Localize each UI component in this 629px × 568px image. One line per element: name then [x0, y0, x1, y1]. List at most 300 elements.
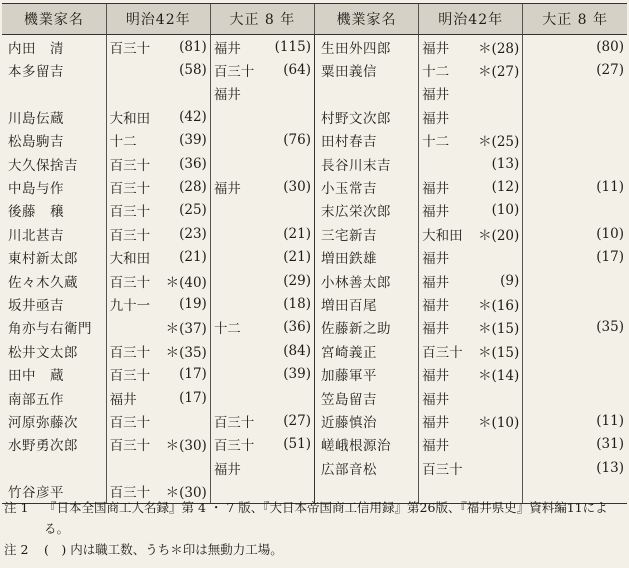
table-row [2, 82, 627, 105]
cell-meiji-left-content [110, 294, 207, 314]
cell-meiji-left-content [110, 200, 207, 220]
cell-meiji-right [419, 269, 523, 292]
cell-taisho-left-workers: (64) [283, 62, 311, 79]
cell-meiji-left-prefecture: 百三十 [109, 438, 151, 455]
cell-taisho-right-content [526, 179, 624, 195]
table-row [2, 269, 627, 292]
cell-name-left: 角亦与右衛門 [8, 321, 92, 338]
cell-taisho-left [210, 292, 314, 315]
cell-meiji-right-content [422, 130, 519, 150]
cell-taisho-right [523, 246, 627, 269]
cell-meiji-right [419, 82, 523, 105]
table-body [2, 35, 627, 504]
cell-meiji-left [106, 199, 210, 222]
table-row [2, 129, 627, 152]
cell-meiji-right-workers: (9) [500, 272, 520, 289]
cell-meiji-right-content [422, 83, 519, 103]
cell-name-right: 近藤慎治 [314, 409, 418, 432]
cell-taisho-right [523, 456, 627, 479]
cell-meiji-left [106, 386, 210, 409]
cell-name-left [2, 456, 106, 479]
cell-name-right: 生田外四郎 [314, 35, 418, 59]
table-row [2, 152, 627, 175]
cell-meiji-right-prefecture: 福井 [422, 40, 450, 57]
cell-meiji-left-workers: (21) [179, 249, 207, 266]
cell-meiji-left-workers: ＊(30) [165, 485, 207, 502]
cell-meiji-left [106, 175, 210, 198]
cell-taisho-right-content [526, 460, 624, 476]
cell-taisho-left [210, 456, 314, 479]
note-2 [2, 539, 624, 560]
cell-name-left: 内田 清 [8, 40, 64, 57]
cell-meiji-right-content [422, 107, 519, 127]
cell-name-left: 東村新太郎 [8, 251, 78, 268]
cell-name-left: 松井文太郎 [8, 344, 78, 361]
cell-taisho-right [523, 269, 627, 292]
cell-meiji-left-content [110, 154, 207, 174]
cell-taisho-left-prefecture: 福井 [213, 87, 241, 104]
cell-meiji-left-workers: (19) [179, 295, 207, 312]
cell-meiji-right-prefecture: 百三十 [422, 461, 463, 478]
cell-taisho-left-prefecture: 福井 [213, 40, 241, 57]
cell-meiji-right-workers: (10) [491, 202, 520, 219]
cell-taisho-left-content [214, 411, 311, 431]
cell-taisho-right [523, 199, 627, 222]
cell-name-right: 広部音松 [314, 456, 418, 479]
cell-taisho-right-workers: (17) [596, 249, 624, 266]
cell-meiji-right-prefecture: 十二 [422, 64, 450, 81]
cell-meiji-right [419, 35, 523, 59]
cell-taisho-right [523, 339, 627, 362]
cell-meiji-right-prefecture: 福井 [422, 251, 450, 268]
cell-meiji-left-prefecture: 九十一 [109, 297, 151, 314]
cell-taisho-right-workers: (31) [596, 436, 624, 453]
cell-name-left: 川島伝蔵 [8, 110, 64, 127]
cell-taisho-right [523, 175, 627, 198]
cell-meiji-right [419, 105, 523, 128]
cell-meiji-right [419, 129, 523, 152]
cell-meiji-left-workers: ＊(37) [165, 321, 207, 338]
cell-taisho-left-content [214, 434, 311, 454]
cell-name-right: 増田鉄雄 [314, 246, 418, 269]
cell-taisho-right [523, 222, 627, 245]
cell-meiji-right-workers: ＊(16) [478, 297, 520, 314]
cell-meiji-left-content [110, 411, 207, 431]
cell-meiji-right [419, 222, 523, 245]
cell-meiji-left [106, 433, 210, 456]
cell-meiji-right-content [422, 156, 519, 172]
cell-meiji-right [419, 339, 523, 362]
cell-meiji-right-prefecture: 福井 [422, 274, 450, 291]
cell-taisho-left [210, 409, 314, 432]
cell-taisho-left-content [214, 458, 311, 478]
note-2-label: 注 2 [4, 542, 29, 557]
cell-taisho-left-workers: (76) [283, 132, 311, 149]
cell-taisho-left-workers: (21) [283, 225, 311, 242]
cell-taisho-right [523, 292, 627, 315]
note-1 [2, 497, 624, 539]
cell-name-left: 田中 蔵 [8, 368, 64, 385]
header-meiji-right: 明治42年 [419, 4, 523, 35]
cell-meiji-right-prefecture: 福井 [422, 368, 450, 385]
note-1-label: 注 1 [4, 500, 29, 515]
cell-meiji-right [419, 152, 523, 175]
cell-name-left [2, 82, 106, 105]
header-name-right: 機業家名 [314, 4, 418, 35]
cell-meiji-left-prefecture: 百三十 [109, 368, 151, 385]
cell-meiji-left-workers: (25) [179, 202, 207, 219]
cell-meiji-right [419, 246, 523, 269]
cell-meiji-right-prefecture: 福井 [422, 181, 450, 198]
cell-meiji-left-content [110, 364, 207, 384]
cell-meiji-right-content [422, 458, 519, 478]
cell-name-right: 宮崎義正 [314, 339, 418, 362]
cell-taisho-right [523, 433, 627, 456]
cell-taisho-left-content [214, 296, 311, 312]
cell-meiji-left-prefecture: 百三十 [109, 181, 151, 198]
cell-meiji-right-content [422, 271, 519, 291]
cell-meiji-right-workers: ＊(20) [478, 227, 520, 244]
cell-meiji-left [106, 58, 210, 81]
cell-meiji-right [419, 58, 523, 81]
cell-meiji-right-prefecture: 大和田 [422, 227, 463, 244]
cell-name-left: 水野勇次郎 [8, 438, 78, 455]
table-row [2, 175, 627, 198]
header-taisho-left: 大正 8 年 [210, 4, 314, 35]
cell-meiji-left-prefecture: 百三十 [109, 485, 151, 502]
cell-taisho-left-content [214, 37, 311, 57]
cell-taisho-left [210, 316, 314, 339]
cell-taisho-right-content [526, 249, 624, 265]
cell-meiji-left-prefecture: 百三十 [109, 40, 151, 57]
cell-meiji-right-prefecture: 福井 [422, 87, 450, 104]
cell-name-left: 南部五作 [8, 391, 64, 408]
cell-meiji-right-content [422, 224, 519, 244]
cell-taisho-right-workers: (80) [596, 38, 624, 55]
cell-meiji-left [106, 222, 210, 245]
cell-meiji-left-content [110, 224, 207, 244]
cell-meiji-right-content [422, 37, 519, 57]
cell-meiji-right-workers: ＊(27) [478, 64, 520, 81]
cell-meiji-right-content [422, 177, 519, 197]
cell-taisho-right-workers: (10) [596, 225, 624, 242]
cell-meiji-right-workers: ＊(25) [478, 134, 520, 151]
cell-meiji-right [419, 199, 523, 222]
table-row [2, 456, 627, 479]
cell-taisho-left-content [214, 317, 311, 337]
cell-meiji-left-workers: (42) [179, 108, 207, 125]
cell-name-left: 松島駒吉 [8, 134, 64, 151]
note-2-text: ( ) 内は職工数、うち＊印は無動力工場。 [44, 542, 283, 557]
cell-meiji-right-content [422, 60, 519, 80]
cell-meiji-right-workers: ＊(28) [478, 40, 520, 57]
cell-taisho-left-workers: (84) [283, 342, 311, 359]
cell-name-right: 村野文次郎 [314, 105, 418, 128]
cell-meiji-right-prefecture: 福井 [422, 110, 450, 127]
cell-meiji-left-workers: (28) [179, 179, 207, 196]
cell-taisho-right [523, 409, 627, 432]
cell-taisho-right-content [526, 226, 624, 242]
cell-taisho-left-prefecture: 福井 [213, 181, 241, 198]
cell-meiji-left-prefecture: 十二 [109, 134, 137, 151]
cell-taisho-right [523, 362, 627, 385]
cell-meiji-left-prefecture: 大和田 [109, 110, 151, 127]
cell-meiji-left [106, 246, 210, 269]
cell-name-left: 坂井亟吉 [8, 297, 64, 314]
cell-taisho-right-workers: (11) [596, 179, 624, 196]
cell-taisho-left-content [214, 343, 311, 359]
cell-meiji-left [106, 362, 210, 385]
cell-meiji-right-workers: ＊(14) [478, 368, 520, 385]
cell-taisho-left-prefecture: 百三十 [213, 64, 255, 81]
cell-taisho-right [523, 129, 627, 152]
cell-meiji-left-content [110, 130, 207, 150]
cell-meiji-right-workers: (12) [491, 179, 520, 196]
cell-taisho-left [210, 58, 314, 81]
cell-name-right: 小林善太郎 [314, 269, 418, 292]
cell-taisho-left [210, 175, 314, 198]
cell-meiji-left-content [110, 62, 207, 78]
cell-meiji-right-prefecture: 福井 [422, 321, 450, 338]
cell-meiji-right [419, 175, 523, 198]
cell-meiji-right [419, 386, 523, 409]
cell-taisho-left-prefecture: 福井 [213, 461, 241, 478]
table-row [2, 362, 627, 385]
cell-taisho-left [210, 433, 314, 456]
cell-meiji-right-content [422, 294, 519, 314]
cell-meiji-right-content [422, 388, 519, 408]
cell-taisho-left-workers: (115) [274, 38, 311, 55]
cell-name-left: 大久保捨吉 [8, 157, 78, 174]
cell-meiji-left [106, 129, 210, 152]
cell-meiji-left-workers: ＊(30) [165, 438, 207, 455]
cell-meiji-right-content [422, 341, 519, 361]
cell-taisho-left-prefecture: 百三十 [213, 414, 255, 431]
cell-meiji-right-prefecture: 十二 [422, 134, 450, 151]
cell-taisho-left [210, 152, 314, 175]
cell-taisho-left-content [214, 366, 311, 382]
cell-meiji-left-prefecture: 百三十 [109, 344, 151, 361]
cell-meiji-right [419, 362, 523, 385]
cell-taisho-right-content [526, 39, 624, 55]
cell-meiji-right-prefecture: 福井 [422, 297, 450, 314]
table-header-row [2, 4, 627, 35]
cell-name-left: 竹谷彦平 [2, 479, 106, 503]
cell-meiji-right-content [422, 247, 519, 267]
cell-meiji-left [106, 269, 210, 292]
cell-taisho-right [523, 152, 627, 175]
cell-meiji-left-content [110, 247, 207, 267]
cell-taisho-right-content [526, 319, 624, 335]
cell-meiji-left-prefecture: 百三十 [109, 227, 151, 244]
cell-meiji-left-workers: (39) [179, 132, 207, 149]
cell-taisho-left-workers: (27) [283, 412, 311, 429]
cell-meiji-right-workers: (13) [491, 155, 520, 172]
cell-meiji-right-workers: ＊(15) [478, 344, 520, 361]
cell-taisho-left-workers: (30) [283, 179, 311, 196]
cell-taisho-left-content [214, 273, 311, 289]
cell-meiji-right [419, 456, 523, 479]
cell-meiji-right-content [422, 364, 519, 384]
cell-taisho-left-content [214, 226, 311, 242]
cell-taisho-right-workers: (11) [596, 412, 624, 429]
table-row [2, 292, 627, 315]
cell-meiji-left [106, 292, 210, 315]
cell-meiji-left [106, 82, 210, 105]
cell-taisho-left [210, 35, 314, 59]
cell-taisho-right-workers: (13) [596, 459, 624, 476]
cell-taisho-right [523, 105, 627, 128]
cell-name-left: 後藤 穣 [8, 204, 64, 221]
cell-name-right: 小玉常吉 [314, 175, 418, 198]
cell-name-left: 河原弥藤次 [8, 414, 78, 431]
cell-meiji-right-prefecture: 福井 [422, 438, 450, 455]
cell-taisho-left-content [214, 60, 311, 80]
cell-taisho-left [210, 246, 314, 269]
cell-meiji-left-prefecture: 大和田 [109, 251, 151, 268]
cell-taisho-left [210, 129, 314, 152]
table-row [2, 316, 627, 339]
cell-taisho-left [210, 362, 314, 385]
cell-taisho-left [210, 199, 314, 222]
cell-meiji-right-prefecture: 福井 [422, 204, 450, 221]
cell-taisho-right-content [526, 62, 624, 78]
cell-meiji-left-workers: ＊(35) [165, 344, 207, 361]
cell-meiji-left-content [110, 434, 207, 454]
cell-meiji-left-prefecture: 百三十 [109, 414, 151, 431]
table-row [2, 246, 627, 269]
header-name-left: 機業家名 [2, 4, 106, 35]
cell-taisho-left-workers: (21) [283, 249, 311, 266]
cell-taisho-right [523, 58, 627, 81]
note-1-text: 『日本全国商工人名録』第 4 ・ 7 版、『大日本帝国商工信用録』第26版、『福井県史』資料編11による。 [44, 500, 608, 536]
cell-name-right: 佐藤新之助 [314, 316, 418, 339]
cell-name-left: 中島与作 [8, 181, 64, 198]
cell-meiji-left [106, 316, 210, 339]
cell-taisho-left [210, 105, 314, 128]
cell-meiji-left-workers: (17) [179, 366, 207, 383]
cell-name-right: 長谷川末吉 [314, 152, 418, 175]
cell-meiji-left [106, 409, 210, 432]
cell-meiji-left-workers: (58) [179, 62, 207, 79]
cell-taisho-left [210, 222, 314, 245]
cell-meiji-right-content [422, 200, 519, 220]
cell-taisho-right-content [526, 413, 624, 429]
cell-name-right: 嵯峨根源治 [314, 433, 418, 456]
cell-name-right: 田村春吉 [314, 129, 418, 152]
table-row [2, 386, 627, 409]
factory-table-container [2, 3, 627, 504]
cell-taisho-right [523, 82, 627, 105]
cell-meiji-left-workers: (81) [179, 38, 207, 55]
cell-name-right: 末広栄次郎 [314, 199, 418, 222]
cell-taisho-left-workers: (18) [283, 295, 311, 312]
cell-name-left: 本多留吉 [8, 64, 64, 81]
cell-taisho-right-content [526, 436, 624, 452]
cell-taisho-right [523, 316, 627, 339]
cell-name-right: 粟田義信 [314, 58, 418, 81]
cell-meiji-left [106, 152, 210, 175]
cell-meiji-right-content [422, 434, 519, 454]
cell-taisho-right [523, 386, 627, 409]
cell-meiji-right-prefecture: 福井 [422, 391, 450, 408]
cell-taisho-left [210, 269, 314, 292]
cell-meiji-right [419, 433, 523, 456]
cell-meiji-right [419, 316, 523, 339]
table-row [2, 105, 627, 128]
cell-taisho-left-content [214, 83, 311, 103]
cell-name-right: 三宅新吉 [314, 222, 418, 245]
cell-taisho-left [210, 386, 314, 409]
cell-taisho-left-workers: (51) [283, 436, 311, 453]
cell-meiji-right-workers: ＊(15) [478, 321, 520, 338]
table-row [2, 339, 627, 362]
cell-taisho-left-content [214, 249, 311, 265]
table-row [2, 433, 627, 456]
cell-taisho-left-content [214, 132, 311, 148]
cell-meiji-right [419, 409, 523, 432]
cell-name-left: 佐々木久蔵 [8, 274, 78, 291]
cell-taisho-left-content [214, 177, 311, 197]
cell-taisho-right-workers: (27) [596, 62, 624, 79]
cell-name-left: 川北甚吉 [8, 227, 64, 244]
cell-taisho-left-workers: (36) [283, 319, 311, 336]
cell-meiji-right [419, 292, 523, 315]
cell-name-right [314, 82, 418, 105]
cell-meiji-right-content [422, 411, 519, 431]
cell-meiji-right-prefecture: 福井 [422, 414, 450, 431]
header-meiji-left: 明治42年 [106, 4, 210, 35]
cell-meiji-left-workers: ＊(40) [165, 274, 207, 291]
cell-taisho-right-workers: (35) [596, 319, 624, 336]
cell-taisho-left-prefecture: 百三十 [213, 438, 255, 455]
cell-meiji-left-workers: (36) [179, 155, 207, 172]
table-row [2, 409, 627, 432]
cell-meiji-left-prefecture: 百三十 [109, 204, 151, 221]
header-taisho-right: 大正 8 年 [523, 4, 627, 35]
cell-taisho-left [210, 339, 314, 362]
cell-taisho-left-workers: (29) [283, 272, 311, 289]
cell-meiji-left-prefecture: 福井 [109, 391, 137, 408]
cell-meiji-left [106, 456, 210, 479]
cell-meiji-left-content [110, 177, 207, 197]
cell-meiji-left [106, 339, 210, 362]
cell-taisho-left-prefecture: 十二 [213, 321, 241, 338]
cell-name-right: 増田百尾 [314, 292, 418, 315]
cell-name-right: 笠島留吉 [314, 386, 418, 409]
cell-meiji-left-content [110, 107, 207, 127]
table-row [2, 199, 627, 222]
cell-meiji-left-prefecture: 百三十 [109, 274, 151, 291]
cell-meiji-right-workers: ＊(10) [478, 414, 520, 431]
cell-meiji-left-content [110, 271, 207, 291]
cell-name-right: 加藤軍平 [314, 362, 418, 385]
cell-taisho-left-workers: (39) [283, 366, 311, 383]
cell-meiji-left [106, 105, 210, 128]
table-row [2, 222, 627, 245]
cell-meiji-right-content [422, 317, 519, 337]
cell-meiji-left [106, 35, 210, 59]
cell-meiji-left-content [110, 317, 207, 337]
cell-meiji-left-workers: (23) [179, 225, 207, 242]
cell-meiji-right-prefecture: 百三十 [422, 344, 463, 361]
factory-table [2, 3, 627, 504]
table-notes [2, 497, 624, 560]
cell-taisho-left [210, 82, 314, 105]
cell-meiji-left-content [110, 37, 207, 57]
cell-meiji-left-prefecture: 百三十 [109, 157, 151, 174]
cell-meiji-left-workers: (17) [179, 389, 207, 406]
